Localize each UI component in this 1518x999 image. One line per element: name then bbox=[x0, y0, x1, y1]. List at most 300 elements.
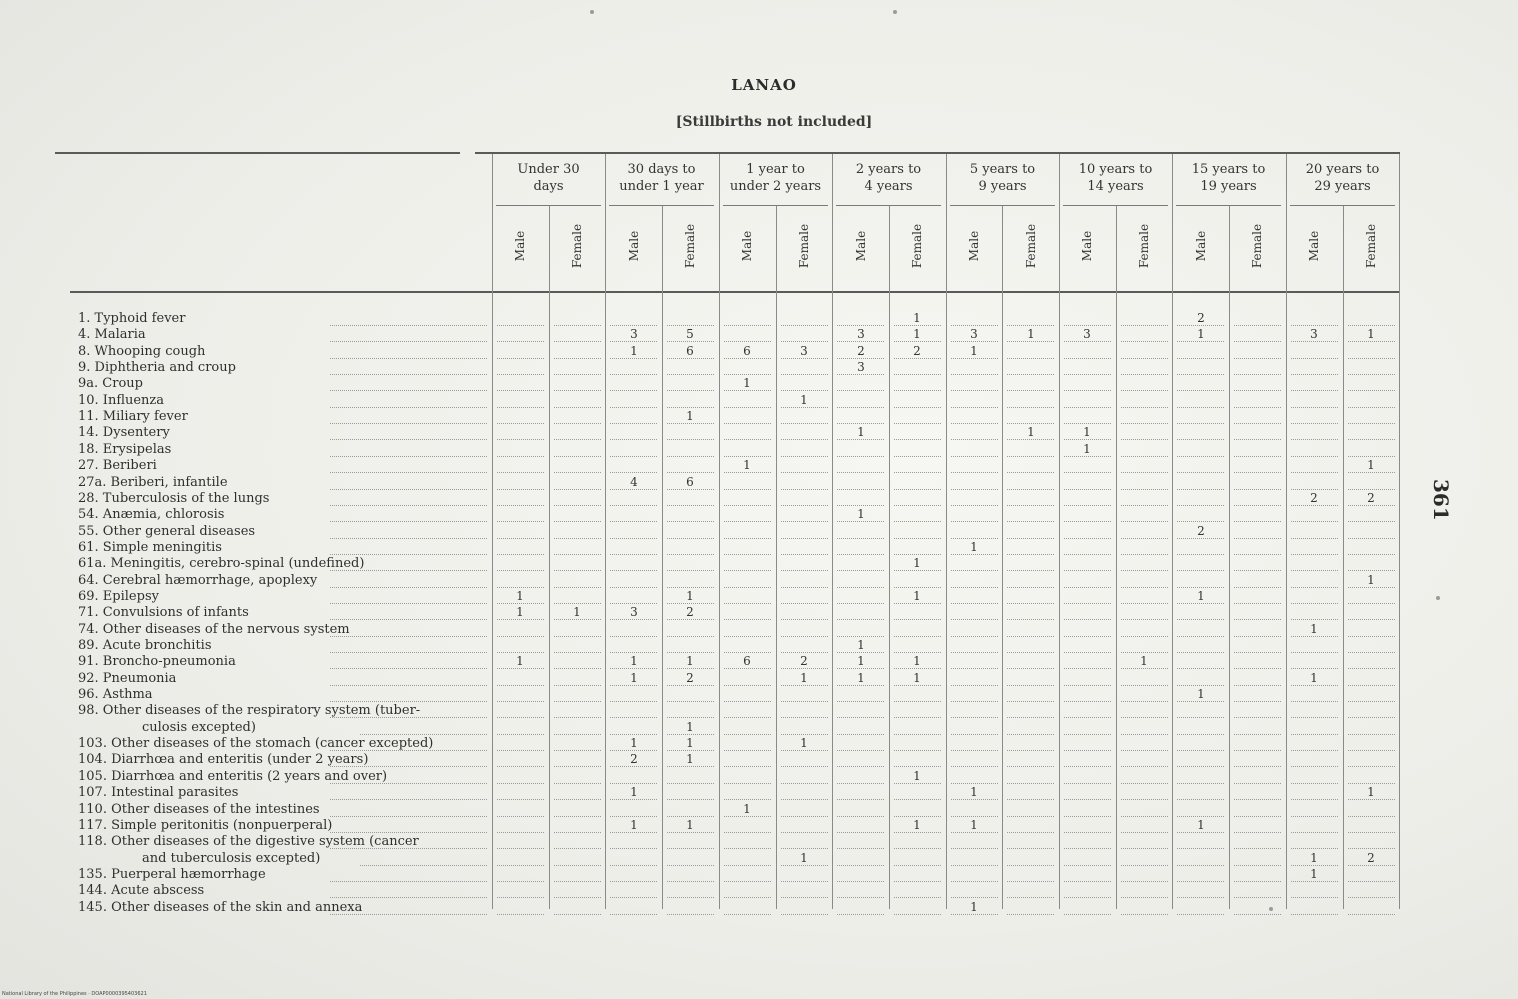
table-cell-value: 3 bbox=[857, 327, 865, 341]
empty-cell-leader bbox=[667, 880, 714, 882]
empty-cell-leader bbox=[1177, 586, 1224, 588]
empty-cell-leader bbox=[1234, 716, 1281, 718]
empty-cell-leader bbox=[1064, 749, 1111, 751]
female-column-header: Female bbox=[683, 223, 697, 269]
empty-cell-leader bbox=[894, 373, 941, 375]
empty-cell-leader bbox=[951, 847, 998, 849]
female-column-header: Female bbox=[910, 223, 924, 269]
empty-cell-leader bbox=[554, 749, 601, 751]
age-group-line1: 5 years to bbox=[969, 162, 1036, 177]
empty-cell-leader bbox=[1007, 651, 1054, 653]
empty-cell-leader bbox=[1177, 651, 1224, 653]
empty-cell-leader bbox=[1234, 618, 1281, 620]
empty-cell-leader bbox=[1177, 520, 1224, 522]
empty-cell-leader bbox=[724, 651, 771, 653]
empty-cell-leader bbox=[724, 553, 771, 555]
male-column-header: Male bbox=[1307, 230, 1321, 262]
empty-cell-leader bbox=[1348, 520, 1395, 522]
empty-cell-leader bbox=[894, 749, 941, 751]
cause-text: 1. Typhoid fever bbox=[78, 311, 186, 326]
empty-cell-leader bbox=[1177, 913, 1224, 915]
table-cell-value: 1 bbox=[913, 311, 921, 325]
empty-cell-leader bbox=[951, 471, 998, 473]
empty-cell-leader bbox=[1234, 815, 1281, 817]
table-cell-value: 1 bbox=[630, 818, 638, 832]
empty-cell-leader bbox=[951, 782, 998, 784]
empty-cell-leader bbox=[1007, 504, 1054, 506]
empty-cell-leader bbox=[781, 422, 828, 424]
column-divider bbox=[1286, 154, 1287, 909]
empty-cell-leader bbox=[610, 847, 657, 849]
empty-cell-leader bbox=[724, 684, 771, 686]
cause-text: 107. Intestinal parasites bbox=[78, 785, 239, 800]
empty-cell-leader bbox=[1234, 651, 1281, 653]
empty-cell-leader bbox=[1177, 389, 1224, 391]
empty-cell-leader bbox=[1064, 520, 1111, 522]
empty-cell-leader bbox=[1064, 651, 1111, 653]
empty-cell-leader bbox=[1291, 798, 1338, 800]
empty-cell-leader bbox=[1121, 684, 1168, 686]
empty-cell-leader bbox=[1007, 422, 1054, 424]
empty-cell-leader bbox=[837, 716, 884, 718]
empty-cell-leader bbox=[1291, 324, 1338, 326]
empty-cell-leader bbox=[1234, 864, 1281, 866]
empty-cell-leader bbox=[1291, 618, 1338, 620]
header-rule-right bbox=[475, 152, 1400, 154]
empty-cell-leader bbox=[724, 520, 771, 522]
leader-dots bbox=[330, 782, 487, 784]
empty-cell-leader bbox=[1348, 765, 1395, 767]
cause-label bbox=[78, 376, 143, 391]
empty-cell-leader bbox=[1234, 438, 1281, 440]
empty-cell-leader bbox=[781, 635, 828, 637]
cause-label bbox=[78, 344, 205, 359]
empty-cell-leader bbox=[1234, 831, 1281, 833]
empty-cell-leader bbox=[610, 389, 657, 391]
header-rule-left bbox=[55, 152, 460, 154]
empty-cell-leader bbox=[1064, 831, 1111, 833]
leader-dots bbox=[330, 422, 487, 424]
empty-cell-leader bbox=[1121, 438, 1168, 440]
empty-cell-leader bbox=[1234, 913, 1281, 915]
empty-cell-leader bbox=[1121, 651, 1168, 653]
empty-cell-leader bbox=[554, 569, 601, 571]
cause-label bbox=[78, 900, 362, 915]
empty-cell-leader bbox=[497, 455, 544, 457]
age-group-line2: 14 years bbox=[1087, 179, 1144, 194]
table-cell-value: 1 bbox=[913, 654, 921, 668]
empty-cell-leader bbox=[1121, 749, 1168, 751]
cause-label bbox=[78, 524, 255, 539]
empty-cell-leader bbox=[1121, 537, 1168, 539]
empty-cell-leader bbox=[951, 880, 998, 882]
scan-credit: National Library of the Philippines · DOAP0000395403621 bbox=[2, 991, 147, 997]
empty-cell-leader bbox=[724, 864, 771, 866]
cause-text: 54. Anæmia, chlorosis bbox=[78, 507, 225, 522]
empty-cell-leader bbox=[781, 815, 828, 817]
empty-cell-leader bbox=[1348, 896, 1395, 898]
column-divider bbox=[719, 154, 720, 909]
age-group-header bbox=[1059, 161, 1172, 201]
empty-cell-leader bbox=[1234, 586, 1281, 588]
table-cell-value: 1 bbox=[630, 344, 638, 358]
empty-cell-leader bbox=[1121, 455, 1168, 457]
empty-cell-leader bbox=[951, 684, 998, 686]
table-cell-value: 1 bbox=[1027, 327, 1035, 341]
cause-text: 55. Other general diseases bbox=[78, 524, 256, 539]
cause-label bbox=[78, 540, 222, 555]
empty-cell-leader bbox=[1121, 373, 1168, 375]
age-group-line2: 9 years bbox=[978, 179, 1027, 194]
empty-cell-leader bbox=[554, 716, 601, 718]
empty-cell-leader bbox=[497, 471, 544, 473]
column-divider bbox=[1059, 154, 1060, 909]
cause-text: 69. Epilepsy bbox=[78, 589, 159, 604]
leader-dots bbox=[330, 373, 487, 375]
empty-cell-leader bbox=[1234, 635, 1281, 637]
cause-text: 145. Other diseases of the skin and annexa bbox=[78, 900, 363, 915]
table-cell-value: 1 bbox=[857, 638, 865, 652]
empty-cell-leader bbox=[951, 815, 998, 817]
empty-cell-leader bbox=[1121, 880, 1168, 882]
empty-cell-leader bbox=[554, 438, 601, 440]
empty-cell-leader bbox=[837, 602, 884, 604]
empty-cell-leader bbox=[894, 765, 941, 767]
empty-cell-leader bbox=[1064, 896, 1111, 898]
empty-cell-leader bbox=[1064, 635, 1111, 637]
empty-cell-leader bbox=[724, 716, 771, 718]
empty-cell-leader bbox=[554, 324, 601, 326]
empty-cell-leader bbox=[1291, 913, 1338, 915]
empty-cell-leader bbox=[837, 864, 884, 866]
empty-cell-leader bbox=[1177, 880, 1224, 882]
empty-cell-leader bbox=[1121, 782, 1168, 784]
empty-cell-leader bbox=[1177, 765, 1224, 767]
table-cell-value: 2 bbox=[1197, 311, 1205, 325]
empty-cell-leader bbox=[610, 422, 657, 424]
table-cell-value: 1 bbox=[1367, 458, 1375, 472]
empty-cell-leader bbox=[894, 798, 941, 800]
empty-cell-leader bbox=[1121, 504, 1168, 506]
empty-cell-leader bbox=[1291, 782, 1338, 784]
table-cell-value: 1 bbox=[743, 802, 751, 816]
female-column-header: Female bbox=[1137, 223, 1151, 269]
age-group-line1: 15 years to bbox=[1191, 162, 1266, 177]
empty-cell-leader bbox=[781, 651, 828, 653]
leader-dots bbox=[330, 357, 487, 359]
empty-cell-leader bbox=[837, 422, 884, 424]
empty-cell-leader bbox=[554, 373, 601, 375]
table-cell-value: 1 bbox=[743, 458, 751, 472]
table-cell-value: 1 bbox=[1310, 851, 1318, 865]
empty-cell-leader bbox=[1291, 389, 1338, 391]
empty-cell-leader bbox=[554, 651, 601, 653]
empty-cell-leader bbox=[667, 438, 714, 440]
empty-cell-leader bbox=[1348, 406, 1395, 408]
leader-dots bbox=[330, 537, 487, 539]
empty-cell-leader bbox=[724, 782, 771, 784]
empty-cell-leader bbox=[724, 586, 771, 588]
empty-cell-leader bbox=[837, 880, 884, 882]
cause-label bbox=[78, 671, 176, 686]
empty-cell-leader bbox=[554, 406, 601, 408]
leader-dots bbox=[330, 765, 487, 767]
cause-text: 64. Cerebral hæmorrhage, apoplexy bbox=[78, 573, 318, 588]
age-group-line2: 29 years bbox=[1314, 179, 1371, 194]
table-cell-value: 1 bbox=[573, 605, 581, 619]
table-cell-value: 1 bbox=[857, 654, 865, 668]
scan-speck bbox=[1436, 596, 1440, 600]
empty-cell-leader bbox=[554, 537, 601, 539]
cause-text: 9a. Croup bbox=[78, 376, 143, 391]
age-group-line1: 30 days to bbox=[627, 162, 696, 177]
empty-cell-leader bbox=[781, 569, 828, 571]
empty-cell-leader bbox=[837, 913, 884, 915]
empty-cell-leader bbox=[1007, 569, 1054, 571]
empty-cell-leader bbox=[781, 618, 828, 620]
table-cell-value: 6 bbox=[743, 654, 751, 668]
empty-cell-leader bbox=[951, 422, 998, 424]
empty-cell-leader bbox=[1234, 765, 1281, 767]
empty-cell-leader bbox=[1234, 324, 1281, 326]
empty-cell-leader bbox=[1348, 667, 1395, 669]
empty-cell-leader bbox=[781, 455, 828, 457]
column-divider bbox=[1399, 154, 1400, 909]
table-cell-value: 2 bbox=[913, 344, 921, 358]
leader-dots bbox=[330, 324, 487, 326]
empty-cell-leader bbox=[1291, 896, 1338, 898]
cause-text: 18. Erysipelas bbox=[78, 442, 172, 457]
empty-cell-leader bbox=[610, 864, 657, 866]
empty-cell-leader bbox=[894, 733, 941, 735]
table-cell-value: 1 bbox=[686, 752, 694, 766]
empty-cell-leader bbox=[781, 896, 828, 898]
cause-label bbox=[78, 605, 249, 620]
table-cell-value: 3 bbox=[1083, 327, 1091, 341]
empty-cell-leader bbox=[781, 880, 828, 882]
empty-cell-leader bbox=[554, 520, 601, 522]
empty-cell-leader bbox=[1121, 586, 1168, 588]
empty-cell-leader bbox=[1007, 553, 1054, 555]
cause-label bbox=[78, 393, 164, 408]
empty-cell-leader bbox=[497, 684, 544, 686]
empty-cell-leader bbox=[497, 553, 544, 555]
leader-dots bbox=[330, 618, 487, 620]
age-group-rule bbox=[1176, 205, 1281, 206]
empty-cell-leader bbox=[724, 798, 771, 800]
empty-cell-leader bbox=[951, 749, 998, 751]
table-cell-value: 1 bbox=[686, 720, 694, 734]
table-cell-value: 1 bbox=[1083, 442, 1091, 456]
empty-cell-leader bbox=[837, 389, 884, 391]
empty-cell-leader bbox=[554, 831, 601, 833]
empty-cell-leader bbox=[724, 896, 771, 898]
empty-cell-leader bbox=[1348, 847, 1395, 849]
empty-cell-leader bbox=[1291, 406, 1338, 408]
empty-cell-leader bbox=[1348, 651, 1395, 653]
table-cell-value: 1 bbox=[800, 736, 808, 750]
empty-cell-leader bbox=[837, 586, 884, 588]
empty-cell-leader bbox=[894, 389, 941, 391]
cause-text: and tuberculosis excepted) bbox=[142, 851, 321, 866]
table-cell-value: 1 bbox=[913, 769, 921, 783]
empty-cell-leader bbox=[837, 324, 884, 326]
column-divider bbox=[605, 154, 606, 909]
empty-cell-leader bbox=[1007, 864, 1054, 866]
empty-cell-leader bbox=[1291, 765, 1338, 767]
empty-cell-leader bbox=[781, 782, 828, 784]
cause-text: 61a. Meningitis, cerebro-spinal (undefined) bbox=[78, 556, 365, 571]
empty-cell-leader bbox=[1064, 586, 1111, 588]
empty-cell-leader bbox=[894, 406, 941, 408]
cause-text: 9. Diphtheria and croup bbox=[78, 360, 236, 375]
empty-cell-leader bbox=[1121, 569, 1168, 571]
empty-cell-leader bbox=[1234, 569, 1281, 571]
table-cell-value: 2 bbox=[686, 605, 694, 619]
empty-cell-leader bbox=[554, 765, 601, 767]
cause-text: 89. Acute bronchitis bbox=[78, 638, 212, 653]
table-cell-value: 1 bbox=[800, 851, 808, 865]
age-group-line1: 2 years to bbox=[855, 162, 922, 177]
age-group-header bbox=[1172, 161, 1285, 201]
table-cell-value: 1 bbox=[857, 425, 865, 439]
empty-cell-leader bbox=[497, 798, 544, 800]
empty-cell-leader bbox=[837, 488, 884, 490]
column-divider bbox=[832, 154, 833, 909]
empty-cell-leader bbox=[724, 340, 771, 342]
empty-cell-leader bbox=[1007, 618, 1054, 620]
empty-cell-leader bbox=[1177, 471, 1224, 473]
empty-cell-leader bbox=[1348, 684, 1395, 686]
empty-cell-leader bbox=[1177, 684, 1224, 686]
empty-cell-leader bbox=[894, 716, 941, 718]
table-cell-value: 1 bbox=[630, 736, 638, 750]
empty-cell-leader bbox=[724, 635, 771, 637]
cause-label bbox=[78, 622, 350, 637]
age-group-header bbox=[946, 161, 1059, 201]
empty-cell-leader bbox=[1177, 488, 1224, 490]
table-cell-value: 6 bbox=[686, 475, 694, 489]
table-cell-value: 2 bbox=[1367, 491, 1375, 505]
cause-text: 98. Other diseases of the respiratory system (tuber- bbox=[78, 703, 421, 718]
empty-cell-leader bbox=[1291, 667, 1338, 669]
empty-cell-leader bbox=[497, 488, 544, 490]
cause-label bbox=[78, 589, 159, 604]
empty-cell-leader bbox=[1177, 422, 1224, 424]
age-group-line1: 1 year to bbox=[746, 162, 805, 177]
empty-cell-leader bbox=[951, 651, 998, 653]
empty-cell-leader bbox=[1064, 798, 1111, 800]
empty-cell-leader bbox=[610, 586, 657, 588]
table-cell-value: 1 bbox=[1367, 327, 1375, 341]
empty-cell-leader bbox=[1121, 635, 1168, 637]
table-cell-value: 1 bbox=[970, 900, 978, 914]
leader-dots bbox=[330, 635, 487, 637]
leader-dots bbox=[330, 684, 487, 686]
empty-cell-leader bbox=[1121, 488, 1168, 490]
cause-label bbox=[78, 752, 368, 767]
empty-cell-leader bbox=[1291, 815, 1338, 817]
empty-cell-leader bbox=[951, 373, 998, 375]
empty-cell-leader bbox=[781, 798, 828, 800]
cause-text: 8. Whooping cough bbox=[78, 344, 206, 359]
empty-cell-leader bbox=[667, 455, 714, 457]
age-group-header bbox=[832, 161, 945, 201]
empty-cell-leader bbox=[1234, 684, 1281, 686]
table-cell-value: 6 bbox=[743, 344, 751, 358]
age-group-rule bbox=[496, 205, 601, 206]
age-group-line2: under 1 year bbox=[619, 179, 704, 194]
column-divider bbox=[1229, 205, 1230, 909]
empty-cell-leader bbox=[1121, 716, 1168, 718]
empty-cell-leader bbox=[837, 537, 884, 539]
empty-cell-leader bbox=[1291, 716, 1338, 718]
empty-cell-leader bbox=[1177, 896, 1224, 898]
empty-cell-leader bbox=[554, 798, 601, 800]
empty-cell-leader bbox=[1007, 733, 1054, 735]
empty-cell-leader bbox=[1291, 700, 1338, 702]
empty-cell-leader bbox=[781, 488, 828, 490]
empty-cell-leader bbox=[1121, 733, 1168, 735]
empty-cell-leader bbox=[667, 324, 714, 326]
table-cell-value: 2 bbox=[857, 344, 865, 358]
empty-cell-leader bbox=[951, 488, 998, 490]
column-divider bbox=[549, 205, 550, 909]
empty-cell-leader bbox=[1121, 896, 1168, 898]
cause-label bbox=[78, 687, 153, 702]
empty-cell-leader bbox=[1007, 847, 1054, 849]
empty-cell-leader bbox=[1291, 373, 1338, 375]
empty-cell-leader bbox=[894, 913, 941, 915]
empty-cell-leader bbox=[1234, 798, 1281, 800]
leader-dots bbox=[330, 831, 487, 833]
empty-cell-leader bbox=[1177, 553, 1224, 555]
empty-cell-leader bbox=[837, 635, 884, 637]
empty-cell-leader bbox=[1064, 684, 1111, 686]
empty-cell-leader bbox=[497, 389, 544, 391]
empty-cell-leader bbox=[667, 569, 714, 571]
empty-cell-leader bbox=[610, 455, 657, 457]
table-cell-value: 1 bbox=[686, 409, 694, 423]
empty-cell-leader bbox=[497, 635, 544, 637]
empty-cell-leader bbox=[837, 553, 884, 555]
table-cell-value: 1 bbox=[516, 654, 524, 668]
empty-cell-leader bbox=[1177, 733, 1224, 735]
empty-cell-leader bbox=[1348, 488, 1395, 490]
leader-dots bbox=[330, 406, 487, 408]
leader-dots bbox=[330, 340, 487, 342]
leader-dots bbox=[360, 733, 487, 735]
empty-cell-leader bbox=[894, 896, 941, 898]
empty-cell-leader bbox=[781, 700, 828, 702]
empty-cell-leader bbox=[1234, 422, 1281, 424]
cause-text: 144. Acute abscess bbox=[78, 883, 205, 898]
table-cell-value: 1 bbox=[857, 671, 865, 685]
cause-label bbox=[78, 883, 204, 898]
empty-cell-leader bbox=[1121, 406, 1168, 408]
cause-label bbox=[78, 785, 238, 800]
empty-cell-leader bbox=[1348, 782, 1395, 784]
empty-cell-leader bbox=[894, 635, 941, 637]
cause-text: 96. Asthma bbox=[78, 687, 153, 702]
column-divider bbox=[776, 205, 777, 909]
empty-cell-leader bbox=[894, 471, 941, 473]
empty-cell-leader bbox=[554, 488, 601, 490]
empty-cell-leader bbox=[1177, 798, 1224, 800]
cause-text: 28. Tuberculosis of the lungs bbox=[78, 491, 270, 506]
empty-cell-leader bbox=[554, 635, 601, 637]
empty-cell-leader bbox=[724, 455, 771, 457]
